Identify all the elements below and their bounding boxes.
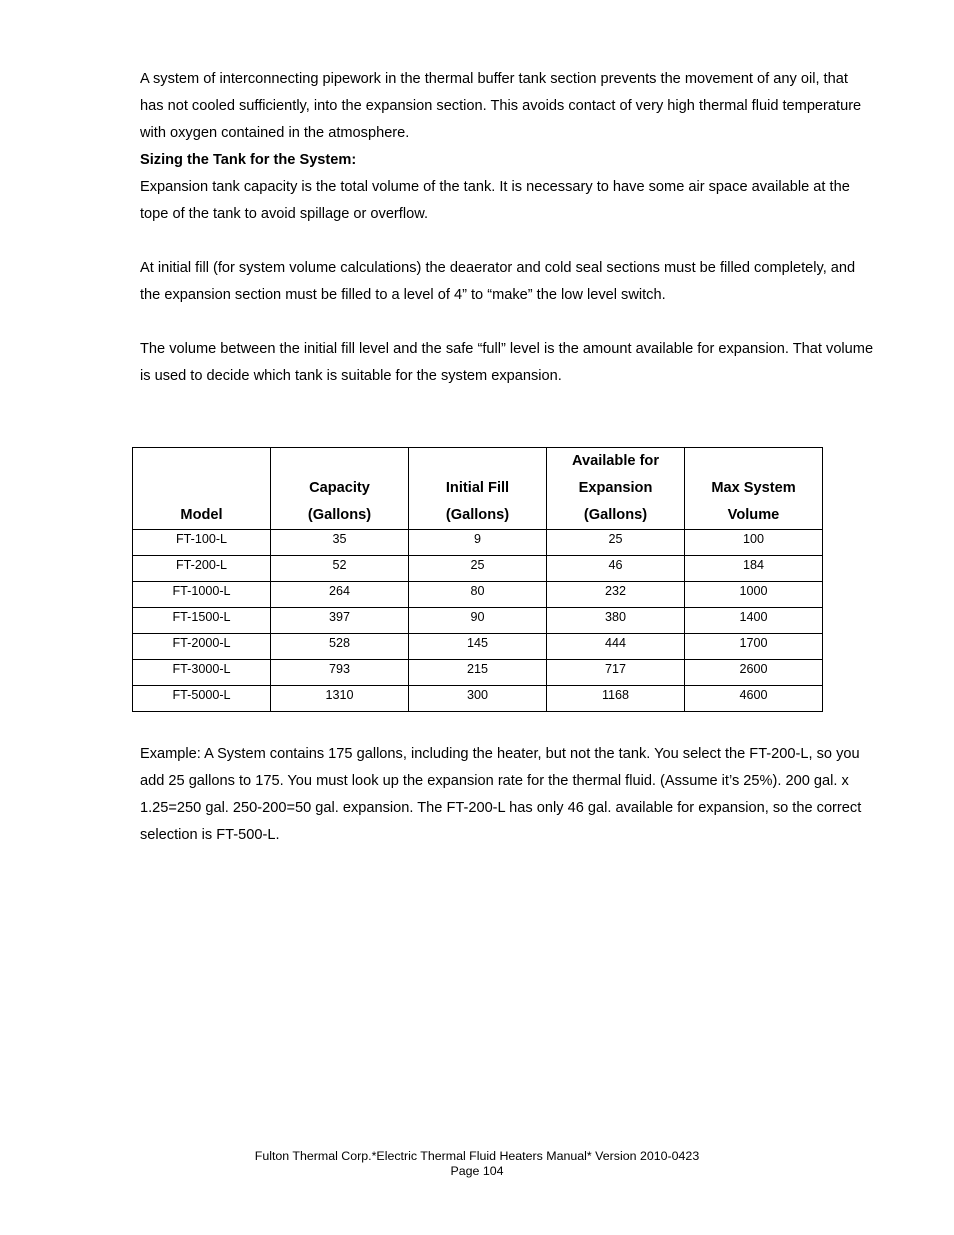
page-footer [0, 1149, 954, 1179]
header-line: Capacity [309, 480, 370, 496]
cell-available-expansion: 717 [547, 660, 685, 686]
header-line: Initial Fill [445, 480, 510, 496]
cell-model: FT-1000-L [133, 582, 271, 608]
table-row [133, 582, 823, 608]
table-row [133, 556, 823, 582]
paragraph-tank-capacity: Expansion tank capacity is the total volume of the tank. It is necessary to have some air space available at the tope of the tank to avoid spillage or overflow. [140, 179, 850, 222]
cell-model: FT-2000-L [133, 634, 271, 660]
cell-available-expansion: 444 [547, 634, 685, 660]
spacer [140, 228, 875, 255]
cell-max-system-volume: 100 [685, 530, 823, 556]
cell-model: FT-5000-L [133, 686, 271, 712]
table-row [133, 634, 823, 660]
header-model [133, 448, 271, 530]
cell-available-expansion: 232 [547, 582, 685, 608]
header-line: Model [180, 507, 223, 523]
table-row [133, 608, 823, 634]
cell-available-expansion: 25 [547, 530, 685, 556]
example-text [140, 726, 875, 863]
cell-initial-fill: 300 [409, 686, 547, 712]
header-line: Max System [711, 480, 796, 496]
tank-sizing-table [132, 447, 823, 712]
cell-initial-fill: 145 [409, 634, 547, 660]
cell-capacity: 35 [271, 530, 409, 556]
cell-capacity: 1310 [271, 686, 409, 712]
cell-initial-fill: 90 [409, 608, 547, 634]
spacer [140, 309, 875, 336]
section-heading: Sizing the Tank for the System: [140, 152, 357, 168]
cell-initial-fill: 25 [409, 556, 547, 582]
header-line: (Gallons) [445, 507, 510, 523]
cell-capacity: 528 [271, 634, 409, 660]
sizing-table [132, 447, 823, 712]
footer-page-number: Page 104 [450, 1164, 504, 1178]
header-line: (Gallons) [307, 507, 372, 523]
cell-model: FT-100-L [133, 530, 271, 556]
paragraph-example: Example: A System contains 175 gallons, including the heater, but not the tank. You select the FT-200-L, so you add 25 gallons to 175. You must look up the expansion rate for the thermal fluid. (Assume it’s 25%). 200 gal. x 1.25=250 gal. 250-200=50 gal. expansion. The FT-200-L has only 46 gal. available for expansion, so the correct selection is FT-500-L. [140, 745, 862, 843]
header-line: Volume [727, 507, 780, 523]
cell-max-system-volume: 2600 [685, 660, 823, 686]
cell-max-system-volume: 184 [685, 556, 823, 582]
body-text [140, 66, 875, 390]
paragraph-pipework: A system of interconnecting pipework in the thermal buffer tank section prevents the movement of any oil, that has not cooled sufficiently, into the expansion section. This avoids contact of very high thermal fluid temperature with oxygen contained in the atmosphere. [140, 71, 862, 141]
cell-initial-fill: 80 [409, 582, 547, 608]
cell-model: FT-3000-L [133, 660, 271, 686]
cell-initial-fill: 215 [409, 660, 547, 686]
table-row [133, 530, 823, 556]
cell-available-expansion: 46 [547, 556, 685, 582]
header-line: Expansion [578, 480, 653, 496]
header-line: (Gallons) [583, 507, 648, 523]
cell-available-expansion: 1168 [547, 686, 685, 712]
cell-max-system-volume: 4600 [685, 686, 823, 712]
cell-max-system-volume: 1700 [685, 634, 823, 660]
cell-initial-fill: 9 [409, 530, 547, 556]
table-row [133, 660, 823, 686]
cell-max-system-volume: 1000 [685, 582, 823, 608]
header-max-system-volume [685, 448, 823, 530]
footer-manual-title: Fulton Thermal Corp.*Electric Thermal Fluid Heaters Manual* Version 2010-0423 [254, 1149, 700, 1163]
header-initial-fill [409, 448, 547, 530]
cell-model: FT-1500-L [133, 608, 271, 634]
header-capacity [271, 448, 409, 530]
header-available-expansion [547, 448, 685, 530]
header-line: Available for [571, 453, 660, 469]
cell-capacity: 264 [271, 582, 409, 608]
table-header-row [133, 448, 823, 530]
table-row [133, 686, 823, 712]
paragraph-expansion-volume: The volume between the initial fill level and the safe “full” level is the amount available for expansion. That volume is used to decide which tank is suitable for the system expansion. [140, 341, 874, 384]
cell-capacity: 52 [271, 556, 409, 582]
cell-capacity: 793 [271, 660, 409, 686]
cell-model: FT-200-L [133, 556, 271, 582]
cell-available-expansion: 380 [547, 608, 685, 634]
paragraph-initial-fill: At initial fill (for system volume calculations) the deaerator and cold seal sections must be filled completely, and the expansion section must be filled to a level of 4” to “make” the low level switch. [140, 260, 856, 303]
cell-capacity: 397 [271, 608, 409, 634]
cell-max-system-volume: 1400 [685, 608, 823, 634]
